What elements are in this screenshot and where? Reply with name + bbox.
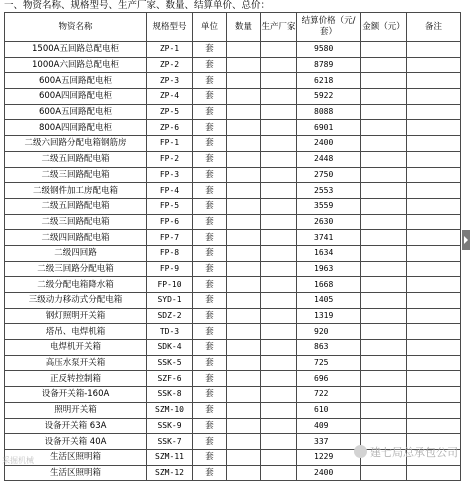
table-row: [5, 57, 461, 73]
cell-price: 2448: [297, 151, 361, 167]
cell-qty: [227, 371, 261, 387]
table-body: [5, 42, 461, 481]
cell-amount: [361, 387, 407, 403]
cell-note: [407, 230, 461, 246]
cell-name: 二级四回路: [5, 245, 147, 261]
cell-unit: 套: [193, 104, 227, 120]
cell-model: ZP-6: [147, 120, 193, 136]
table-row: [5, 308, 461, 324]
cell-note: [407, 120, 461, 136]
cell-note: [407, 57, 461, 73]
table-row: [5, 104, 461, 120]
cell-model: ZP-5: [147, 104, 193, 120]
cell-note: [407, 402, 461, 418]
cell-maker: [261, 89, 297, 105]
cell-note: [407, 136, 461, 152]
table-row: [5, 198, 461, 214]
cell-maker: [261, 230, 297, 246]
cell-note: [407, 151, 461, 167]
cell-amount: [361, 151, 407, 167]
cell-model: FP-9: [147, 261, 193, 277]
table-row: [5, 167, 461, 183]
cell-price: 1405: [297, 293, 361, 309]
cell-qty: [227, 355, 261, 371]
cell-qty: [227, 465, 261, 481]
cell-name: 设备开关箱-160A: [5, 387, 147, 403]
cell-price: 722: [297, 387, 361, 403]
col-header-name: 物资名称: [5, 13, 147, 42]
cell-note: [407, 324, 461, 340]
cell-amount: [361, 277, 407, 293]
cell-amount: [361, 230, 407, 246]
cell-price: 8789: [297, 57, 361, 73]
cell-unit: 套: [193, 57, 227, 73]
cell-model: SDK-4: [147, 340, 193, 356]
cell-name: 600A五回路配电柜: [5, 73, 147, 89]
cell-note: [407, 198, 461, 214]
cell-unit: 套: [193, 261, 227, 277]
table-row: [5, 230, 461, 246]
cell-amount: [361, 104, 407, 120]
cell-price: 1668: [297, 277, 361, 293]
cell-name: 照明开关箱: [5, 402, 147, 418]
cell-unit: 套: [193, 89, 227, 105]
cell-note: [407, 418, 461, 434]
cell-model: SZM-10: [147, 402, 193, 418]
cell-name: 600A四回路配电柜: [5, 89, 147, 105]
cell-maker: [261, 167, 297, 183]
cell-maker: [261, 151, 297, 167]
cell-price: 2750: [297, 167, 361, 183]
cell-qty: [227, 324, 261, 340]
cell-price: 2553: [297, 183, 361, 199]
cell-maker: [261, 42, 297, 58]
cell-model: TD-3: [147, 324, 193, 340]
cell-maker: [261, 355, 297, 371]
cell-model: SDZ-2: [147, 308, 193, 324]
cell-qty: [227, 89, 261, 105]
cell-unit: 套: [193, 324, 227, 340]
cell-name: 二级钢件加工房配电箱: [5, 183, 147, 199]
table-row: [5, 136, 461, 152]
cell-maker: [261, 418, 297, 434]
cell-model: FP-7: [147, 230, 193, 246]
cell-note: [407, 261, 461, 277]
cell-name: 1000A六回路总配电柜: [5, 57, 147, 73]
table-row: [5, 340, 461, 356]
document-heading: 一、物资名称、规格型号、生产厂家、数量、结算单价、总价：: [4, 0, 271, 11]
cell-model: FP-2: [147, 151, 193, 167]
cell-model: SSK-5: [147, 355, 193, 371]
cell-model: ZP-3: [147, 73, 193, 89]
cell-amount: [361, 245, 407, 261]
cell-qty: [227, 120, 261, 136]
cell-maker: [261, 245, 297, 261]
cell-model: SSK-8: [147, 387, 193, 403]
cell-unit: 套: [193, 449, 227, 465]
cell-price: 337: [297, 434, 361, 450]
table-row: [5, 277, 461, 293]
cell-price: 9580: [297, 42, 361, 58]
table-row: [5, 151, 461, 167]
cell-qty: [227, 57, 261, 73]
cell-unit: 套: [193, 293, 227, 309]
cell-amount: [361, 340, 407, 356]
cell-price: 409: [297, 418, 361, 434]
cell-model: SZM-12: [147, 465, 193, 481]
cell-unit: 套: [193, 277, 227, 293]
cell-amount: [361, 42, 407, 58]
cell-maker: [261, 120, 297, 136]
cell-qty: [227, 151, 261, 167]
cell-model: FP-4: [147, 183, 193, 199]
cell-unit: 套: [193, 434, 227, 450]
cell-maker: [261, 261, 297, 277]
cell-price: 3741: [297, 230, 361, 246]
cell-unit: 套: [193, 42, 227, 58]
cell-unit: 套: [193, 418, 227, 434]
cell-price: 5922: [297, 89, 361, 105]
col-header-maker: 生产厂家: [261, 13, 297, 42]
cell-amount: [361, 402, 407, 418]
cell-model: ZP-4: [147, 89, 193, 105]
cell-maker: [261, 214, 297, 230]
header-row: [5, 13, 461, 42]
cell-qty: [227, 214, 261, 230]
watermark: [354, 444, 458, 460]
cell-qty: [227, 183, 261, 199]
cell-amount: [361, 214, 407, 230]
cell-unit: 套: [193, 73, 227, 89]
table-row: [5, 214, 461, 230]
cell-name: 二级三回路配电箱: [5, 167, 147, 183]
cell-qty: [227, 198, 261, 214]
cell-amount: [361, 167, 407, 183]
cell-model: FP-5: [147, 198, 193, 214]
cell-unit: 套: [193, 151, 227, 167]
cell-name: 二级五回路配电箱: [5, 198, 147, 214]
cell-amount: [361, 324, 407, 340]
cell-note: [407, 183, 461, 199]
cell-name: 正反转控制箱: [5, 371, 147, 387]
cell-unit: 套: [193, 136, 227, 152]
cell-qty: [227, 104, 261, 120]
table-row: [5, 402, 461, 418]
cell-unit: 套: [193, 371, 227, 387]
cell-name: 二级四回路配电箱: [5, 230, 147, 246]
cell-qty: [227, 293, 261, 309]
cell-maker: [261, 308, 297, 324]
cell-qty: [227, 449, 261, 465]
cell-model: FP-3: [147, 167, 193, 183]
cell-price: 920: [297, 324, 361, 340]
cell-price: 1319: [297, 308, 361, 324]
table-row: [5, 120, 461, 136]
cell-note: [407, 104, 461, 120]
table-row: [5, 355, 461, 371]
cell-name: 二级分配电箱降水箱: [5, 277, 147, 293]
cell-unit: 套: [193, 245, 227, 261]
table-row: [5, 465, 461, 481]
cell-unit: 套: [193, 465, 227, 481]
cell-model: ZP-2: [147, 57, 193, 73]
cell-maker: [261, 136, 297, 152]
cell-maker: [261, 277, 297, 293]
cell-maker: [261, 465, 297, 481]
cell-model: SSK-7: [147, 434, 193, 450]
cell-name: 钢灯照明开关箱: [5, 308, 147, 324]
cell-maker: [261, 371, 297, 387]
cell-amount: [361, 89, 407, 105]
cell-maker: [261, 340, 297, 356]
col-header-unit: 单位: [193, 13, 227, 42]
cell-price: 6901: [297, 120, 361, 136]
cell-price: 2400: [297, 465, 361, 481]
cell-unit: 套: [193, 402, 227, 418]
cell-name: 设备开关箱 63A: [5, 418, 147, 434]
cell-note: [407, 73, 461, 89]
cell-name: 600A五回路配电柜: [5, 104, 147, 120]
cell-price: 1229: [297, 449, 361, 465]
col-header-amount: 金额（元）: [361, 13, 407, 42]
cell-amount: [361, 57, 407, 73]
cell-unit: 套: [193, 308, 227, 324]
cell-price: 1963: [297, 261, 361, 277]
cell-note: [407, 308, 461, 324]
cell-qty: [227, 73, 261, 89]
cell-maker: [261, 57, 297, 73]
cell-name: 1500A五回路总配电柜: [5, 42, 147, 58]
cell-maker: [261, 73, 297, 89]
cell-note: [407, 277, 461, 293]
cell-name: 二级五回路配电箱: [5, 151, 147, 167]
cell-unit: 套: [193, 198, 227, 214]
cell-price: 3559: [297, 198, 361, 214]
side-scroll-tab[interactable]: [462, 230, 470, 250]
cell-amount: [361, 293, 407, 309]
cell-price: 2400: [297, 136, 361, 152]
cell-note: [407, 387, 461, 403]
cell-note: [407, 214, 461, 230]
cell-name: 三级动力移动式分配电箱: [5, 293, 147, 309]
cell-qty: [227, 167, 261, 183]
cell-maker: [261, 104, 297, 120]
cell-note: [407, 465, 461, 481]
watermark-text: 建七局总承包公司: [370, 446, 458, 459]
cell-unit: 套: [193, 183, 227, 199]
cell-unit: 套: [193, 167, 227, 183]
cell-qty: [227, 340, 261, 356]
cell-model: SZM-11: [147, 449, 193, 465]
col-header-note: 备注: [407, 13, 461, 42]
cell-amount: [361, 73, 407, 89]
cell-amount: [361, 183, 407, 199]
cell-maker: [261, 434, 297, 450]
cell-amount: [361, 198, 407, 214]
cell-price: 696: [297, 371, 361, 387]
cell-unit: 套: [193, 387, 227, 403]
cell-model: FP-10: [147, 277, 193, 293]
table-row: [5, 73, 461, 89]
cell-maker: [261, 324, 297, 340]
table-row: [5, 418, 461, 434]
cell-qty: [227, 308, 261, 324]
cell-qty: [227, 387, 261, 403]
cell-name: 高压水泵开关箱: [5, 355, 147, 371]
cell-unit: 套: [193, 340, 227, 356]
cell-amount: [361, 355, 407, 371]
cell-note: [407, 245, 461, 261]
cell-note: [407, 340, 461, 356]
cell-name: 塔吊、电焊机箱: [5, 324, 147, 340]
cell-amount: [361, 465, 407, 481]
cell-maker: [261, 449, 297, 465]
cell-name: 电焊机开关箱: [5, 340, 147, 356]
cell-name: 设备开关箱 40A: [5, 434, 147, 450]
cell-qty: [227, 402, 261, 418]
cell-amount: [361, 371, 407, 387]
table-row: [5, 261, 461, 277]
cell-model: SZF-6: [147, 371, 193, 387]
table-row: [5, 42, 461, 58]
cell-unit: 套: [193, 355, 227, 371]
table-row: [5, 183, 461, 199]
cell-price: 8088: [297, 104, 361, 120]
cell-qty: [227, 277, 261, 293]
cell-price: 863: [297, 340, 361, 356]
cell-note: [407, 293, 461, 309]
cell-amount: [361, 136, 407, 152]
table-header: [5, 13, 461, 42]
cell-price: 6218: [297, 73, 361, 89]
cell-model: SSK-9: [147, 418, 193, 434]
cell-unit: 套: [193, 120, 227, 136]
cell-maker: [261, 183, 297, 199]
col-header-model: 规格型号: [147, 13, 193, 42]
cell-model: FP-1: [147, 136, 193, 152]
cell-name: 生活区照明箱: [5, 465, 147, 481]
table-row: [5, 89, 461, 105]
table-row: [5, 371, 461, 387]
cell-name: 二级三回路配电箱: [5, 214, 147, 230]
cell-model: SYD-1: [147, 293, 193, 309]
cell-note: [407, 371, 461, 387]
cell-qty: [227, 434, 261, 450]
cell-unit: 套: [193, 230, 227, 246]
cell-unit: 套: [193, 214, 227, 230]
cell-name: 800A四回路配电柜: [5, 120, 147, 136]
cell-note: [407, 167, 461, 183]
cell-name: 二级六回路分配电箱钢筋房: [5, 136, 147, 152]
cell-maker: [261, 402, 297, 418]
cell-price: 610: [297, 402, 361, 418]
cell-qty: [227, 230, 261, 246]
cell-qty: [227, 245, 261, 261]
cell-amount: [361, 308, 407, 324]
table-row: [5, 293, 461, 309]
table-row: [5, 245, 461, 261]
watermark-left: 采掘机械: [2, 456, 34, 465]
cell-maker: [261, 387, 297, 403]
cell-note: [407, 42, 461, 58]
cell-amount: [361, 418, 407, 434]
cell-note: [407, 355, 461, 371]
table-row: [5, 387, 461, 403]
col-header-price: 结算价格（元/套）: [297, 13, 361, 42]
table-row: [5, 324, 461, 340]
cell-model: FP-8: [147, 245, 193, 261]
cell-note: [407, 89, 461, 105]
cell-qty: [227, 261, 261, 277]
cell-amount: [361, 120, 407, 136]
materials-price-table: [4, 12, 461, 481]
watermark-logo-icon: [354, 445, 367, 458]
cell-price: 725: [297, 355, 361, 371]
cell-maker: [261, 293, 297, 309]
cell-model: ZP-1: [147, 42, 193, 58]
col-header-qty: 数量: [227, 13, 261, 42]
cell-amount: [361, 261, 407, 277]
cell-qty: [227, 42, 261, 58]
cell-name: 生活区照明箱: [5, 449, 147, 465]
cell-model: FP-6: [147, 214, 193, 230]
cell-price: 2630: [297, 214, 361, 230]
cell-price: 1634: [297, 245, 361, 261]
cell-maker: [261, 198, 297, 214]
cell-name: 二级三回路分配电箱: [5, 261, 147, 277]
cell-qty: [227, 136, 261, 152]
cell-qty: [227, 418, 261, 434]
